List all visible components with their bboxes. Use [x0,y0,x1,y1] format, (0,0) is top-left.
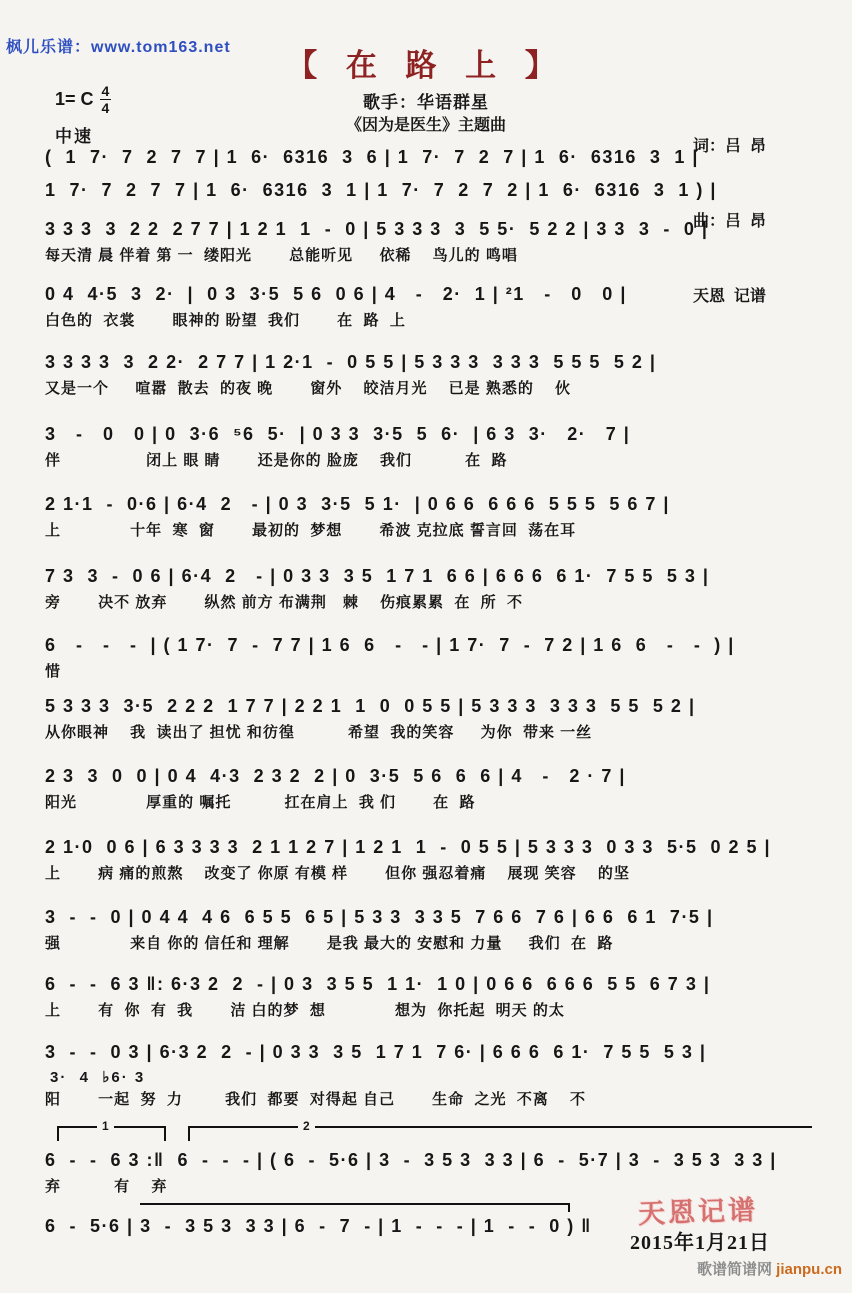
time-signature-numerator: 4 [101,83,110,99]
subtitle-line: 《因为是医生》主题曲 [345,117,506,134]
date-text: 2015年1月21日 [630,1232,770,1254]
tempo-marking: 中速 [55,127,93,146]
lyric-line: 从你眼神 我 读出了 担忧 和彷徨 希望 我的笑容 为你 带来 一丝 [45,724,593,741]
volta-2-bracket [188,1119,812,1141]
notation-line: 3 3 3 3 2 2 2 7 7 | 1 2 1 1 - 0 | 5 3 3 3 3 5 5· 5 2 2 | 3 3 3 - 0 | [45,219,709,239]
notation-line: 3 - - 0 | 0 4 4 4 6 6 5 5 6 5 | 5 3 3 3 3 5 7 6 6 7 6 | 6 6 6 1 7·5 | [45,907,714,927]
volta-1-bracket [57,1119,166,1141]
lyric-line: 每天清 晨 伴着 第 一 缕阳光 总能听见 依稀 鸟儿的 鸣唱 [45,247,518,264]
notation-line: 2 1·1 - 0·6 | 6·4 2 - | 0 3 3·5 5 1· | 0 6 6 6 6 6 5 5 5 5 6 7 | [45,494,670,514]
system-13 [45,905,835,954]
system-9 [45,633,835,682]
system-8 [45,564,835,613]
system-2 [45,178,835,202]
system-7 [45,492,835,541]
lyric-line: 白色的 衣裳 眼神的 盼望 我们 在 路 上 [45,312,406,329]
lyric-line: 上 病 痛的煎熬 改变了 你原 有模 样 但你 强忍着痛 展现 笑容 的坚 [45,865,630,882]
lyric-line: 伴 闭上 眼 睛 还是你的 脸庞 我们 在 路 [45,452,508,469]
notation-line: 6 - 5·6 | 3 - 3 5 3 3 3 | 6 - 7 - | 1 - - - | 1 - - 0 ) ‖ [45,1216,592,1236]
system-11 [45,764,835,813]
key-label: 1= C [55,89,94,109]
system-12 [45,835,835,884]
site-name: 歌谱简谱网 [696,1261,777,1278]
lyric-line: 弃 有 弃 [45,1178,168,1195]
notation-line: 2 3 3 0 0 | 0 4 4·3 2 3 2 2 | 0 3·5 5 6 6 6 | 4 - 2 · 7 | [45,766,626,786]
notation-line: 3 - 0 0 | 0 3·6 ⁵6 5· | 0 3 3 3·5 5 6· | 6 3 3· 2· 7 | [45,424,631,444]
lyric-line: 上 有 你 有 我 洁 白的梦 想 想为 你托起 明天 的太 [45,1002,565,1019]
system-4 [45,282,835,331]
system-1 [45,145,835,169]
lyric-line: 又是一个 喧嚣 散去 的夜 晚 窗外 皎洁月光 已是 熟悉的 伙 [45,380,572,397]
system-5 [45,350,835,399]
site-credit [697,1258,842,1279]
volta-2-label: 2 [298,1119,315,1133]
lyric-line: 上 十年 寒 窗 最初的 梦想 希波 克拉底 誓言回 荡在耳 [45,522,577,539]
notation-line: 3 - - 0 3 | 6·3 2 2 - | 0 3 3 3 5 1 7 1 7 6· | 6 6 6 6 1· 7 5 5 5 3 | [45,1042,707,1062]
lyric-line: 惜 [45,663,62,680]
notation-line: 1 7· 7 2 7 7 | 1 6· 6316 3 1 | 1 7· 7 2 7 2 | 1 6· 6316 3 1 ) | [45,180,717,200]
system-14 [45,972,835,1021]
system-10 [45,694,835,743]
lyric-line: 强 来自 你的 信任和 理解 是我 最大的 安慰和 力量 我们 在 路 [45,935,614,952]
notation-line: 5 3 3 3 3·5 2 2 2 1 7 7 | 2 2 1 1 0 0 5 5 | 5 3 3 3 3 3 3 5 5 5 2 | [45,696,696,716]
lyric-line: 阳光 厚重的 嘱托 扛在肩上 我 们 在 路 [45,794,476,811]
notation-line: 3 3 3 3 3 2 2· 2 7 7 | 1 2·1 - 0 5 5 | 5 3 3 3 3 3 3 5 5 5 5 2 | [45,352,657,372]
song-title: 【 在 路 上 】 [286,48,566,83]
lyric-line: 旁 决不 放弃 纵然 前方 布满荆 棘 伤痕累累 在 所 不 [45,594,524,611]
singer-line: 歌手：华语群星 [363,93,489,112]
site-url: jianpu.cn [776,1261,842,1278]
notation-line: 6 - - 6 3 ‖: 6·3 2 2 - | 0 3 3 5 5 1 1· 1 0 | 0 6 6 6 6 6 5 5 6 7 3 | [45,974,711,994]
notation-line: 7 3 3 - 0 6 | 6·4 2 - | 0 3 3 3 5 1 7 1 6 6 | 6 6 6 6 1· 7 5 5 5 3 | [45,566,710,586]
transcriber-credit: 天恩 记谱 [693,288,766,305]
system-3 [45,217,835,266]
watermark-url: www.tom163.net [91,39,231,56]
volta-1-label: 1 [97,1119,114,1133]
pickup-notation-line: 3· 4 ♭6· 3 [50,1069,146,1086]
system-15 [45,1040,835,1110]
notation-line: 6 - - - | ( 1 7· 7 - 7 7 | 1 6 6 - - | 1 7· 7 - 7 2 | 1 6 6 - - ) | [45,635,735,655]
notation-line: 2 1·0 0 6 | 6 3 3 3 3 2 1 1 2 7 | 1 2 1 1 - 0 5 5 | 5 3 3 3 0 3 3 5·5 0 2 5 | [45,837,772,857]
notation-line: ( 1 7· 7 2 7 7 | 1 6· 6316 3 6 | 1 7· 7 2 7 | 1 6· 6316 3 1 | [45,147,699,167]
lyric-line: 阳 一起 努 力 我们 都要 对得起 自己 生命 之光 不离 不 [45,1091,587,1108]
transcriber-seal: 天恩记谱 [637,1194,759,1230]
notation-line: 6 - - 6 3 :‖ 6 - - - | ( 6 - 5·6 | 3 - 3 5 3 3 3 | 6 - 5·7 | 3 - 3 5 3 3 3 | [45,1150,777,1170]
system-6 [45,422,835,471]
watermark-site-name: 枫儿乐谱： [6,39,92,56]
lyricist-credit: 词：吕 昂 [693,138,766,155]
composer-credit: 曲：吕 昂 [693,213,766,230]
tie-line [140,1203,570,1212]
time-signature-denominator: 4 [101,100,110,116]
notation-line: 0 4 4·5 3 2· | 0 3 3·5 5 6 0 6 | 4 - 2· 1 | ²1 - 0 0 | [45,284,627,304]
